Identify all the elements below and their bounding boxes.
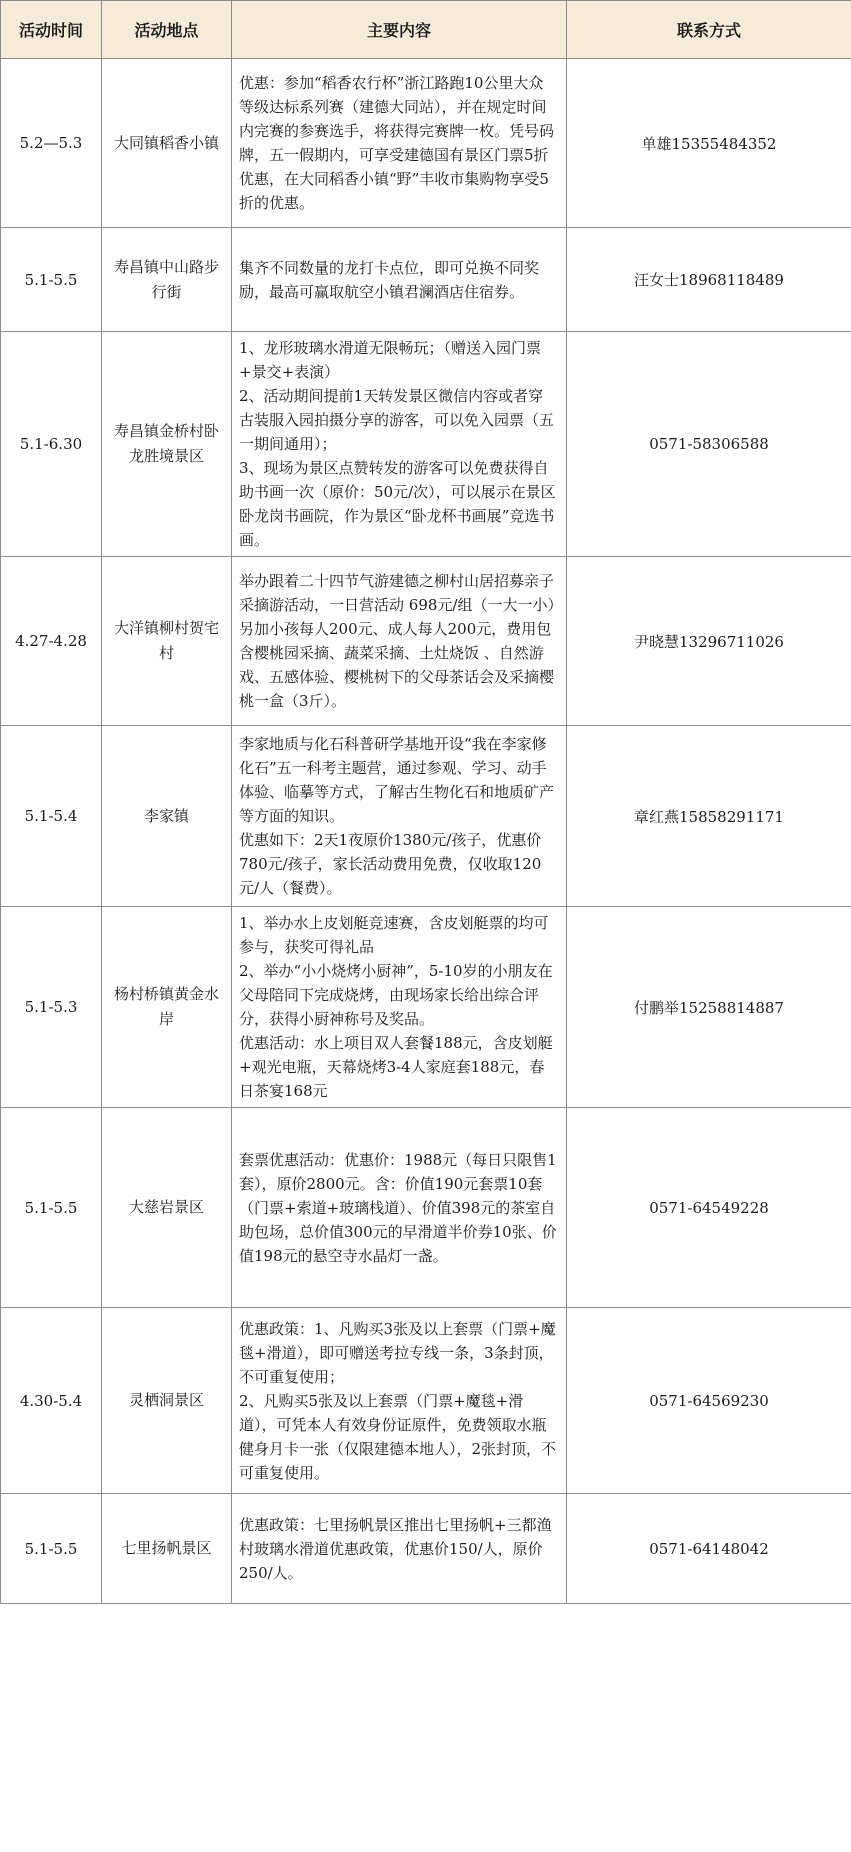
content-line: 3、现场为景区点赞转发的游客可以免费获得自助书画一次（原价：50元/次），可以展示在景区卧龙岗书画院，作为景区“卧龙杯书画展”竞选书画。 xyxy=(239,459,556,549)
cell-contact: 汪女士18968118489 xyxy=(567,228,851,332)
header-place: 活动地点 xyxy=(102,1,232,59)
table-row xyxy=(1,1494,851,1604)
content-line: 李家地质与化石科普研学基地开设“我在李家修化石”五一科考主题营，通过参观、学习、动手体验、临摹等方式，了解古生物化石和地质矿产等方面的知识。 xyxy=(239,735,555,825)
content-line: 优惠活动：水上项目双人套餐188元，含皮划艇+观光电瓶，天幕烧烤3-4人家庭套188元，春日茶宴168元 xyxy=(239,1034,553,1100)
cell-place: 大慈岩景区 xyxy=(102,1108,232,1308)
table-row xyxy=(1,59,851,228)
cell-time: 5.2—5.3 xyxy=(1,59,102,228)
cell-content xyxy=(232,907,567,1108)
cell-place: 大同镇稻香小镇 xyxy=(102,59,232,228)
content-line: 优惠政策：1、凡购买3张及以上套票（门票+魔毯+滑道），即可赠送考拉专线一条，3条封顶，不可重复使用； xyxy=(239,1319,556,1386)
cell-content xyxy=(232,332,567,557)
content-line: 1、龙形玻璃水滑道无限畅玩；（赠送入园门票+景交+表演） xyxy=(239,339,542,381)
content-line: 集齐不同数量的龙打卡点位，即可兑换不同奖励，最高可赢取航空小镇君澜酒店住宿券。 xyxy=(239,258,540,301)
cell-place: 杨村桥镇黄金水岸 xyxy=(102,907,232,1108)
cell-time: 5.1-5.4 xyxy=(1,726,102,907)
header-content: 主要内容 xyxy=(232,1,567,59)
table-row xyxy=(1,1308,851,1494)
header-contact: 联系方式 xyxy=(567,1,851,59)
table-row xyxy=(1,228,851,332)
cell-contact: 尹晓慧13296711026 xyxy=(567,557,851,726)
cell-place: 李家镇 xyxy=(102,726,232,907)
cell-time: 5.1-5.5 xyxy=(1,1494,102,1604)
table-row xyxy=(1,557,851,726)
cell-contact: 单雄15355484352 xyxy=(567,59,851,228)
cell-content xyxy=(232,726,567,907)
cell-time: 5.1-5.5 xyxy=(1,1108,102,1308)
content-line: 套票优惠活动：优惠价：1988元（每日只限售1套），原价2800元。含：价值190元套票10套（门票+索道+玻璃栈道）、价值398元的茶室自助包场，总价值300元的早滑道半价券10张、价值198元的悬空寺水晶灯一盏。 xyxy=(239,1150,557,1265)
cell-time: 4.30-5.4 xyxy=(1,1308,102,1494)
cell-content xyxy=(232,1494,567,1604)
content-line: 1、举办水上皮划艇竞速赛，含皮划艇票的均可参与，获奖可得礼品 xyxy=(239,914,549,956)
content-line: 举办跟着二十四节气游建德之柳村山居招募亲子采摘游活动，一日营活动 698元/组（一大一小）另加小孩每人200元、成人每人200元，费用包含樱桃园采摘、蔬菜采摘、土灶烧饭 、自然游戏、五感体验、樱桃树下的父母茶话会及采摘樱桃一盒（3斤）。 xyxy=(239,572,555,710)
content-line: 优惠政策：七里扬帆景区推出七里扬帆+三都渔村玻璃水滑道优惠政策，优惠价150/人，原价250/人。 xyxy=(239,1515,552,1582)
content-line: 2、凡购买5张及以上套票（门票+魔毯+滑道），可凭本人有效身份证原件，免费领取水瓶健身月卡一张（仅限建德本地人），2张封顶，不可重复使用。 xyxy=(239,1391,557,1482)
cell-place: 寿昌镇中山路步行街 xyxy=(102,228,232,332)
cell-place: 大洋镇柳村贺宅村 xyxy=(102,557,232,726)
cell-contact: 0571-58306588 xyxy=(567,332,851,557)
table-row xyxy=(1,332,851,557)
cell-contact: 章红燕15858291171 xyxy=(567,726,851,907)
cell-place: 寿昌镇金桥村卧龙胜境景区 xyxy=(102,332,232,557)
cell-content xyxy=(232,228,567,332)
table-row xyxy=(1,907,851,1108)
cell-content xyxy=(232,557,567,726)
cell-contact: 0571-64569230 xyxy=(567,1308,851,1494)
cell-content xyxy=(232,1108,567,1308)
table-row xyxy=(1,1108,851,1308)
cell-contact: 0571-64148042 xyxy=(567,1494,851,1604)
cell-content xyxy=(232,59,567,228)
content-line: 优惠如下：2天1夜原价1380元/孩子，优惠价780元/孩子，家长活动费用免费，仅收取120元/人（餐费）。 xyxy=(239,831,542,897)
cell-contact: 付鹏举15258814887 xyxy=(567,907,851,1108)
cell-time: 4.27-4.28 xyxy=(1,557,102,726)
cell-time: 5.1-6.30 xyxy=(1,332,102,557)
cell-content xyxy=(232,1308,567,1494)
cell-place: 灵栖洞景区 xyxy=(102,1308,232,1494)
content-line: 2、活动期间提前1天转发景区微信内容或者穿古装服入园拍摄分享的游客，可以免入园票（五一期间通用）； xyxy=(239,387,555,453)
cell-time: 5.1-5.3 xyxy=(1,907,102,1108)
content-line: 优惠：参加“稻香农行杯”浙江路跑10公里大众等级达标系列赛（建德大同站），并在规定时间内完赛的参赛选手，将获得完赛牌一枚。凭号码牌，五一假期内，可享受建德国有景区门票5折优惠，在大同稻香小镇“野”丰收市集购物享受5折的优惠。 xyxy=(239,74,555,212)
header-time: 活动时间 xyxy=(1,1,102,59)
content-line: 2、举办“小小烧烤小厨神”，5-10岁的小朋友在父母陪同下完成烧烤，由现场家长给出综合评分，获得小厨神称号及奖品。 xyxy=(239,962,553,1028)
table-row xyxy=(1,726,851,907)
cell-place: 七里扬帆景区 xyxy=(102,1494,232,1604)
header-row xyxy=(1,1,851,59)
cell-time: 5.1-5.5 xyxy=(1,228,102,332)
cell-contact: 0571-64549228 xyxy=(567,1108,851,1308)
